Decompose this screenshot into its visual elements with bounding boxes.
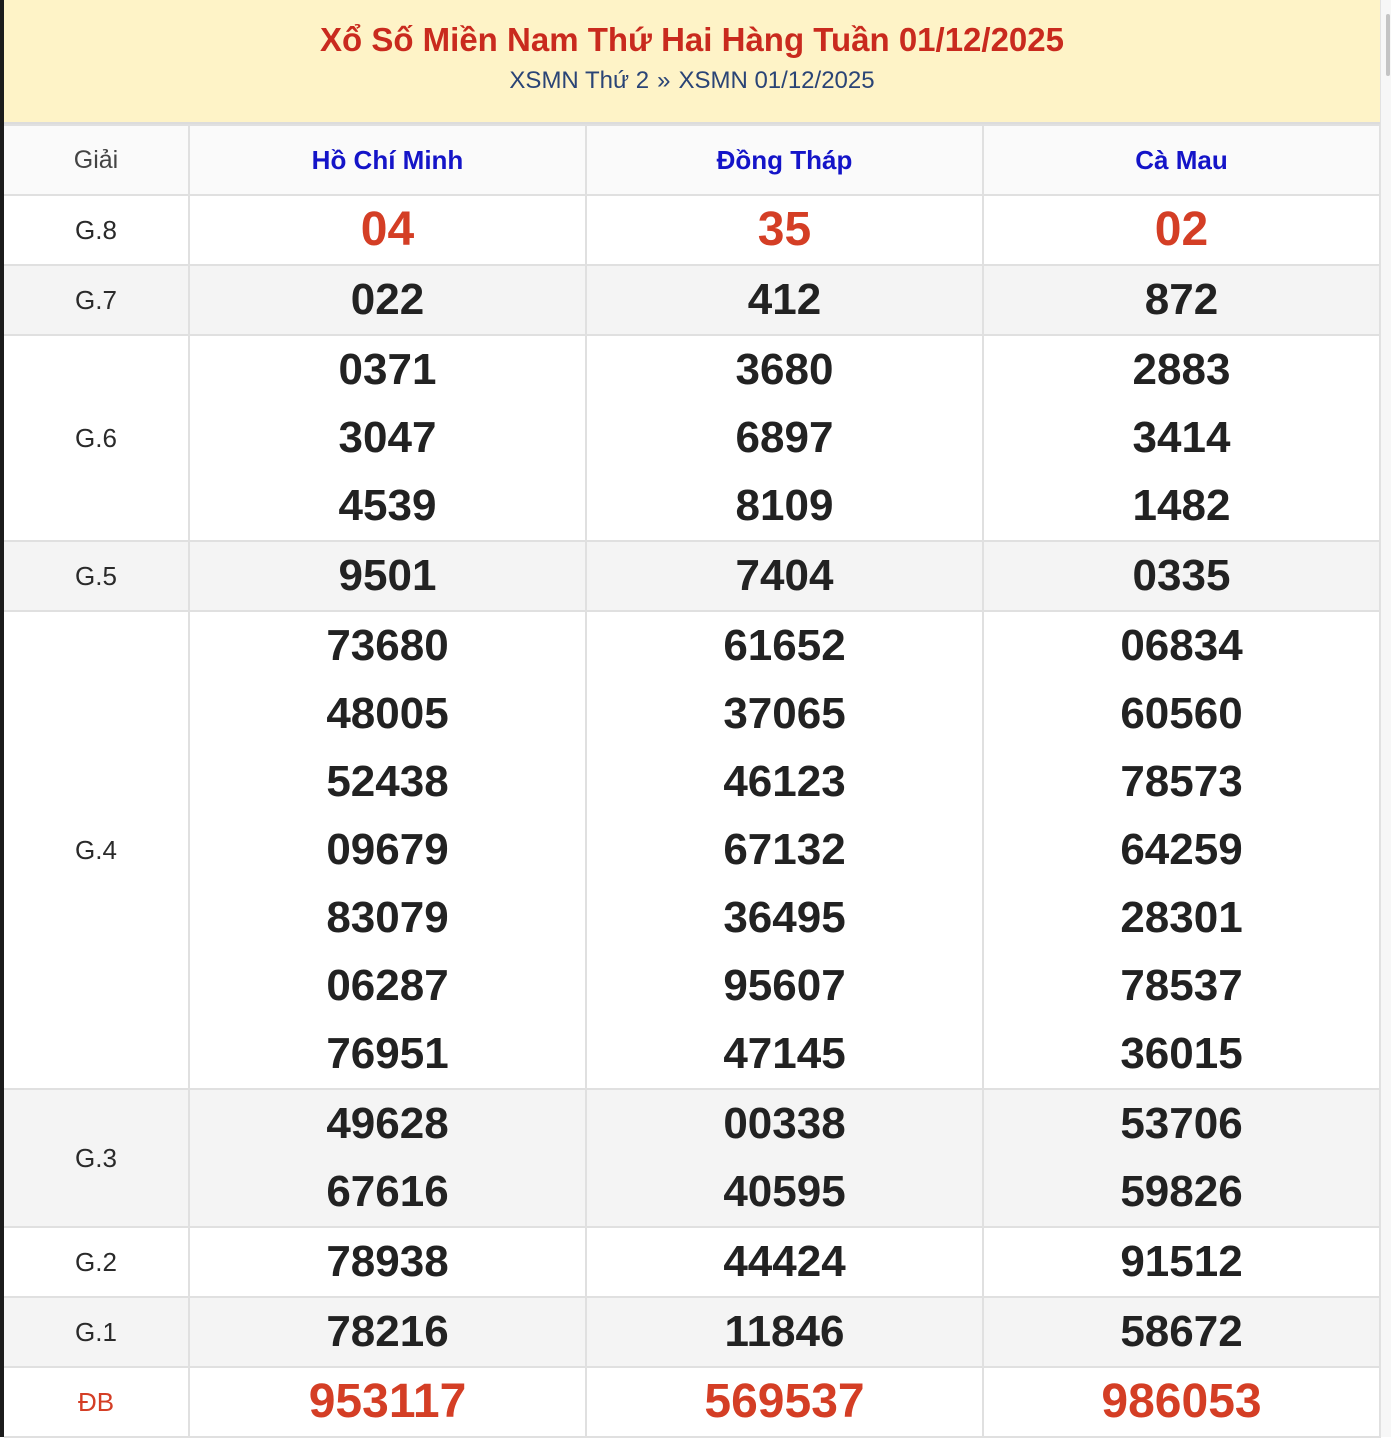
result-number: 36015	[1120, 1029, 1243, 1078]
result-cell	[189, 1089, 586, 1227]
result-number: 60560	[1120, 689, 1243, 738]
result-cell	[189, 265, 586, 335]
result-number: 8109	[735, 481, 834, 530]
special-prize-number: 953117	[308, 1375, 467, 1428]
prize-label-special: ĐB	[4, 1367, 189, 1437]
result-cell	[586, 1367, 983, 1437]
lottery-results-panel	[4, 0, 1380, 1438]
result-number: 73680	[326, 621, 449, 670]
prize-label: G.1	[4, 1297, 189, 1367]
result-cell	[189, 1367, 586, 1437]
result-number: 4539	[338, 481, 437, 530]
result-cell	[983, 541, 1380, 611]
result-number: 0335	[1132, 551, 1231, 600]
table-row-g4	[4, 611, 1380, 1089]
prize-column-header: Giải	[4, 125, 189, 195]
result-number: 53706	[1120, 1099, 1243, 1148]
result-cell	[983, 1367, 1380, 1437]
result-number: 9501	[338, 551, 437, 600]
table-row-g3	[4, 1089, 1380, 1227]
breadcrumb-link-xsmn-thu-2[interactable]: XSMN Thứ 2	[509, 67, 650, 94]
prize-label: G.4	[4, 611, 189, 1089]
prize-label: G.2	[4, 1227, 189, 1297]
prize-label: G.7	[4, 265, 189, 335]
result-number: 3680	[735, 345, 834, 394]
result-number: 09679	[326, 825, 449, 874]
table-row-g5	[4, 541, 1380, 611]
result-cell	[586, 1227, 983, 1297]
result-number: 37065	[723, 689, 846, 738]
results-header	[4, 0, 1380, 124]
result-number: 412	[747, 275, 822, 324]
result-number: 44424	[723, 1237, 846, 1286]
breadcrumb-link-xsmn-date[interactable]: XSMN 01/12/2025	[678, 67, 875, 94]
result-number: 36495	[723, 893, 846, 942]
breadcrumb	[4, 66, 1380, 96]
result-number: 47145	[723, 1029, 846, 1078]
result-cell	[983, 1297, 1380, 1367]
result-number: 48005	[326, 689, 449, 738]
result-cell	[586, 541, 983, 611]
result-cell	[189, 335, 586, 541]
result-cell	[586, 611, 983, 1089]
result-number: 67616	[326, 1167, 449, 1216]
results-table	[4, 124, 1381, 1438]
result-number: 64259	[1120, 825, 1243, 874]
result-cell	[983, 265, 1380, 335]
table-row-g2	[4, 1227, 1380, 1297]
breadcrumb-separator: »	[657, 67, 671, 94]
result-cell	[983, 611, 1380, 1089]
result-number: 78537	[1120, 961, 1243, 1010]
result-number: 00338	[723, 1099, 846, 1148]
result-cell	[586, 1297, 983, 1367]
prize-label: G.6	[4, 335, 189, 541]
result-cell	[983, 1227, 1380, 1297]
result-number: 0371	[338, 345, 437, 394]
result-number: 1482	[1132, 481, 1231, 530]
result-cell	[586, 265, 983, 335]
result-number: 02	[1154, 203, 1209, 256]
result-number: 78573	[1120, 757, 1243, 806]
result-number: 95607	[723, 961, 846, 1010]
result-cell	[586, 335, 983, 541]
result-number: 78216	[326, 1307, 449, 1356]
prize-label: G.3	[4, 1089, 189, 1227]
table-row-g7	[4, 265, 1380, 335]
prize-label: G.8	[4, 195, 189, 265]
result-number: 40595	[723, 1167, 846, 1216]
result-number: 3414	[1132, 413, 1231, 462]
table-row-special-prize	[4, 1367, 1380, 1437]
result-cell	[983, 335, 1380, 541]
table-header-row	[4, 125, 1380, 195]
result-cell	[983, 1089, 1380, 1227]
table-row-g1	[4, 1297, 1380, 1367]
result-number: 28301	[1120, 893, 1243, 942]
result-number: 46123	[723, 757, 846, 806]
result-number: 35	[757, 203, 812, 256]
result-number: 58672	[1120, 1307, 1243, 1356]
prize-label: G.5	[4, 541, 189, 611]
result-number: 91512	[1120, 1237, 1243, 1286]
result-number: 04	[360, 203, 415, 256]
result-number: 872	[1144, 275, 1219, 324]
result-number: 67132	[723, 825, 846, 874]
vertical-scrollbar[interactable]	[1380, 0, 1391, 1437]
result-number: 7404	[735, 551, 834, 600]
result-cell	[189, 1297, 586, 1367]
result-number: 83079	[326, 893, 449, 942]
result-number: 61652	[723, 621, 846, 670]
result-cell	[189, 611, 586, 1089]
result-number: 76951	[326, 1029, 449, 1078]
result-number: 59826	[1120, 1167, 1243, 1216]
result-number: 49628	[326, 1099, 449, 1148]
result-cell	[586, 195, 983, 265]
result-number: 06287	[326, 961, 449, 1010]
result-number: 6897	[735, 413, 834, 462]
province-header-ca-mau[interactable]: Cà Mau	[983, 125, 1380, 195]
province-header-dong-thap[interactable]: Đồng Tháp	[586, 125, 983, 195]
result-number: 52438	[326, 757, 449, 806]
table-row-g6	[4, 335, 1380, 541]
result-cell	[189, 195, 586, 265]
result-number: 022	[350, 275, 425, 324]
result-number: 11846	[724, 1307, 845, 1356]
result-cell	[189, 1227, 586, 1297]
page-title: Xổ Số Miền Nam Thứ Hai Hàng Tuần 01/12/2025	[320, 21, 1064, 58]
result-number: 78938	[326, 1237, 449, 1286]
special-prize-number: 569537	[704, 1375, 865, 1428]
scrollbar-thumb[interactable]	[1386, 14, 1390, 76]
result-number: 06834	[1120, 621, 1243, 670]
result-cell	[586, 1089, 983, 1227]
table-row-g8	[4, 195, 1380, 265]
special-prize-number: 986053	[1101, 1375, 1262, 1428]
result-cell	[983, 195, 1380, 265]
result-number: 3047	[338, 413, 437, 462]
result-cell	[189, 541, 586, 611]
province-header-ho-chi-minh[interactable]: Hồ Chí Minh	[189, 125, 586, 195]
result-number: 2883	[1132, 345, 1231, 394]
